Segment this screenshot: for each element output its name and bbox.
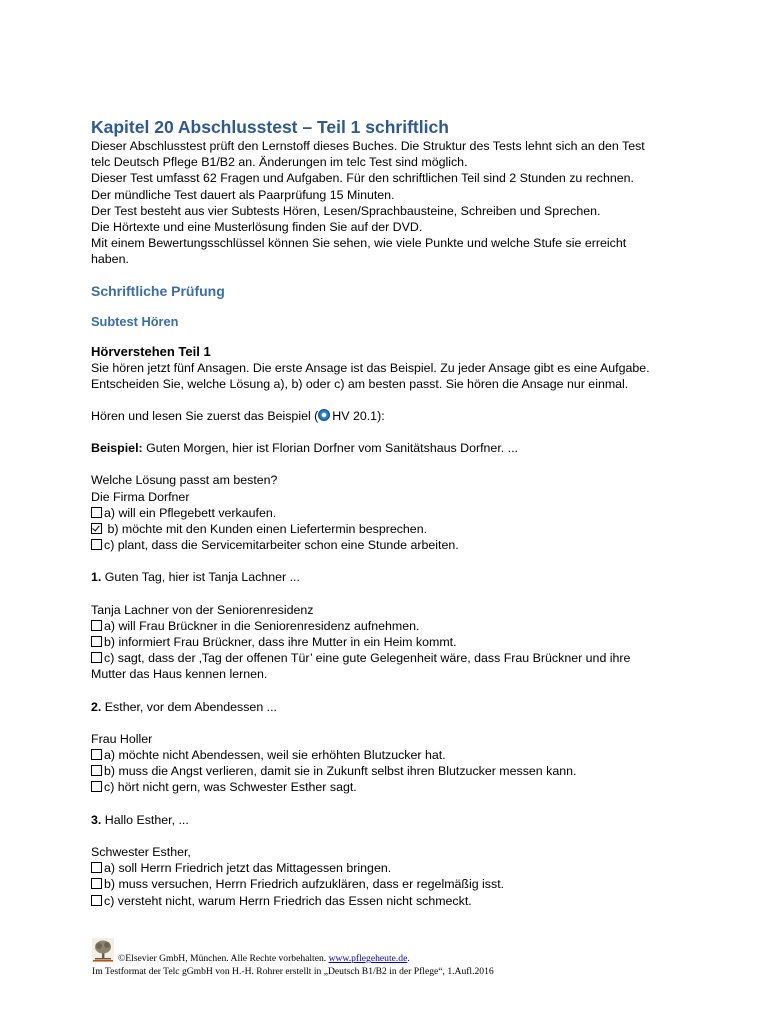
example-option-b[interactable] [91,521,691,537]
question-number: 3. [91,812,102,827]
intro-line: Der Test besteht aus vier Subtests Hören, Lesen/Sprachbausteine, Schreiben und Sprechen. [91,203,601,218]
question-1-subject: Tanja Lachner von der Seniorenresidenz [91,602,314,617]
question-text: Esther, vor dem Abendessen ... [101,699,277,714]
option-text: a) soll Herrn Friedrich jetzt das Mittagessen bringen. [104,861,392,876]
intro-line: Dieser Test umfasst 62 Fragen und Aufgaben. Für den schriftlichen Teil sind 2 Stunden zu rechnen. [91,171,634,186]
checkbox-unchecked[interactable] [91,620,102,631]
question-number: 1. [91,570,102,585]
question-1-option-c[interactable] [91,650,691,666]
example-text: Guten Morgen, hier ist Florian Dorfner vom Sanitätshaus Dorfner. ... [142,441,518,456]
listen-track: HV 20.1): [332,409,385,424]
option-text: c) plant, dass die Servicemitarbeiter schon eine Stunde arbeiten. [104,538,459,553]
example-question: Welche Lösung passt am besten? [91,473,278,488]
option-text: a) möchte nicht Abendessen, weil sie erhöhten Blutzucker hat. [104,748,446,763]
part-heading: Hörverstehen Teil 1 [91,343,211,359]
question-3-subject: Schwester Esther, [91,844,191,859]
intro-line: Dieser Abschlusstest prüft den Lernstoff dieses Buches. Die Struktur des Tests lehnt sich an den Test [91,139,645,153]
subtest-heading: Subtest Hören [91,313,179,329]
intro-paragraph [91,138,691,268]
instruction-line: Entscheiden Sie, welche Lösung a), b) oder c) am besten passt. Sie hören die Ansage nur einmal. [91,376,629,391]
question-text: Hallo Esther, ... [101,812,189,827]
question-2-option-a[interactable] [91,747,691,763]
intro-line: haben. [91,252,129,267]
option-text: b) muss die Angst verlieren, damit sie in Zukunft selbst ihren Blutzucker messen kann. [104,764,577,779]
question-number: 2. [91,699,102,714]
option-text: c) hört nicht gern, was Schwester Esther sagt. [104,780,357,795]
example-line [91,440,691,456]
page-title: Kapitel 20 Abschlusstest – Teil 1 schriftlich [91,117,449,137]
example-option-c[interactable] [91,537,691,553]
intro-line: Mit einem Bewertungsschlüssel können Sie sehen, wie viele Punkte und welche Stufe sie erreicht [91,236,627,251]
option-text: b) möchte mit den Kunden einen Liefertermin besprechen. [104,522,428,537]
section-heading: Schriftliche Prüfung [91,282,225,299]
checkbox-checked[interactable] [91,523,102,534]
checkbox-unchecked[interactable] [91,507,102,518]
question-text: Guten Tag, hier ist Tanja Lachner ... [101,570,300,585]
question-2-option-b[interactable] [91,763,691,779]
question-3-option-a[interactable] [91,860,691,876]
checkbox-unchecked[interactable] [91,781,102,792]
option-text: a) will Frau Brückner in die Seniorenresidenz aufnehmen. [104,618,420,633]
example-option-a[interactable] [91,505,691,521]
option-text: c) versteht nicht, warum Herrn Friedrich das Essen nicht schmeckt. [104,893,472,908]
question-1-prompt [91,569,691,585]
listen-prefix: Hören und lesen Sie zuerst das Beispiel ( [91,409,319,424]
question-2-option-c[interactable] [91,779,691,795]
footer-link[interactable]: www.pflegeheute.de [328,953,408,964]
question-2-prompt [91,699,691,715]
checkbox-unchecked[interactable] [91,636,102,647]
intro-line: telc Deutsch Pflege B1/B2 an. Änderungen im telc Test sind möglich. [91,155,468,170]
elsevier-tree-logo [92,938,114,962]
checkbox-unchecked[interactable] [91,539,102,550]
option-text: b) muss versuchen, Herrn Friedrich aufzuklären, dass er regelmäßig isst. [104,877,505,892]
listen-instruction [91,408,691,424]
question-2-subject: Frau Holler [91,731,153,746]
cd-icon [318,409,330,421]
footer-link-suffix: . [407,953,410,964]
question-1-option-b[interactable] [91,634,691,650]
option-text: a) will ein Pflegebett verkaufen. [104,505,277,520]
checkbox-unchecked[interactable] [91,895,102,906]
footer-source-line: Im Testformat der Telc gGmbH von H.-H. Rohrer erstellt in „Deutsch B1/B2 in der Pflege“, 1.Aufl.2016 [92,966,494,977]
option-text: c) sagt, dass der ‚Tag der offenen Tür’ eine gute Gelegenheit wäre, dass Frau Brückner und ihre [104,651,631,666]
instructions [91,360,691,392]
question-3-option-c[interactable] [91,893,691,909]
instruction-line: Sie hören jetzt fünf Ansagen. Die erste Ansage ist das Beispiel. Zu jeder Ansage gibt es eine Aufgabe. [91,360,650,375]
footer-copyright: ©Elsevier GmbH, München. Alle Rechte vorbehalten. [118,953,329,964]
example-subject: Die Firma Dorfner [91,489,190,504]
checkbox-unchecked[interactable] [91,862,102,873]
example-label: Beispiel: [91,441,143,456]
option-text: b) informiert Frau Brückner, dass ihre Mutter in ein Heim kommt. [104,635,457,650]
document-body [91,116,691,909]
intro-line: Die Hörtexte und eine Musterlösung finden Sie auf der DVD. [91,220,423,235]
checkbox-unchecked[interactable] [91,652,102,663]
checkbox-unchecked[interactable] [91,765,102,776]
footer-copyright-line [118,952,410,965]
checkbox-unchecked[interactable] [91,878,102,889]
option-text-continuation: Mutter das Haus kennen lernen. [91,667,268,682]
question-3-option-b[interactable] [91,876,691,892]
question-1-option-a[interactable] [91,618,691,634]
checkbox-unchecked[interactable] [91,749,102,760]
question-3-prompt [91,812,691,828]
intro-line: Der mündliche Test dauert als Paarprüfung 15 Minuten. [91,187,395,202]
